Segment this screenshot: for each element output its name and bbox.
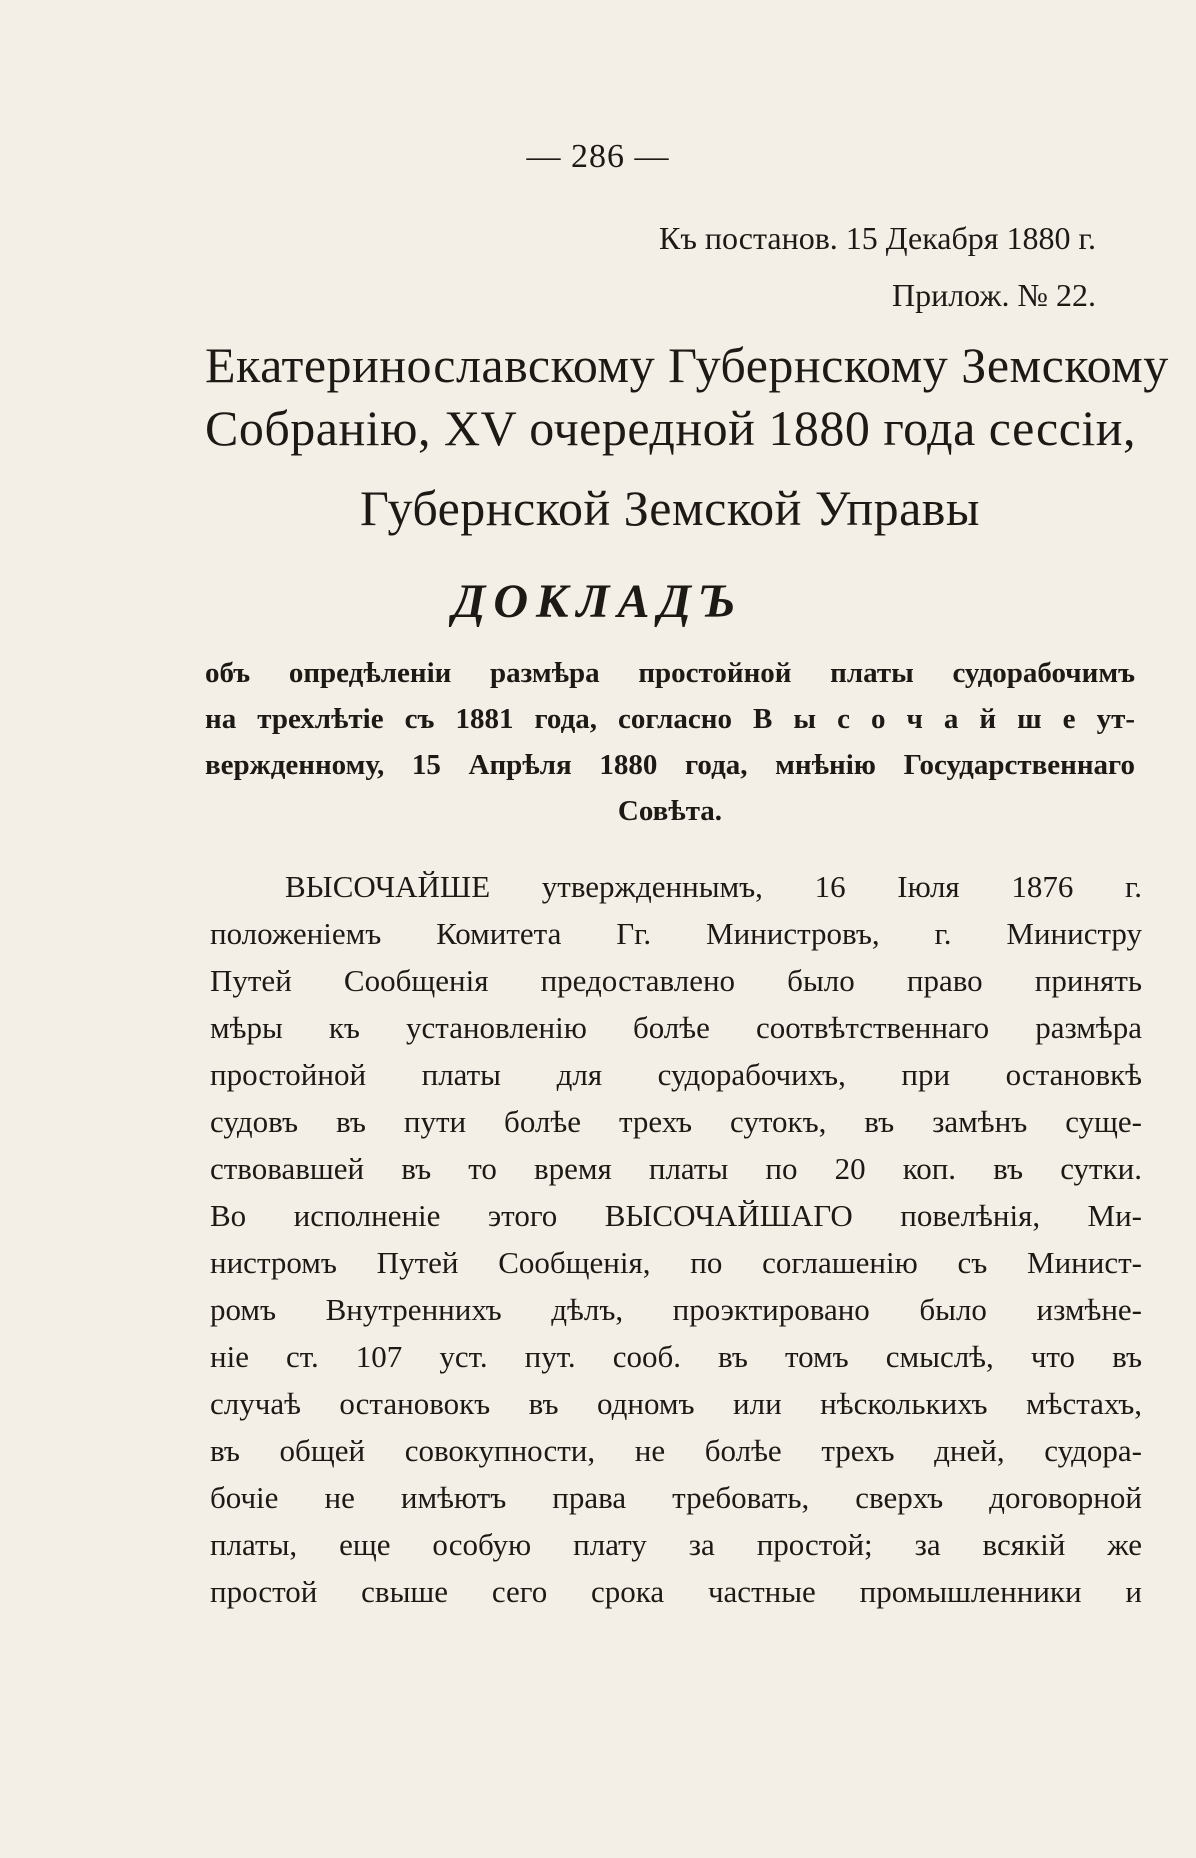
body-line: мѣры къ установленію болѣе соотвѣтственнаго размѣра bbox=[210, 1010, 1142, 1045]
body-line: нистромъ Путей Сообщенія, по соглашенію съ Минист- bbox=[210, 1245, 1142, 1280]
page-number: — 286 — bbox=[526, 138, 670, 175]
body-line: платы, еще особую плату за простой; за всякій же bbox=[210, 1527, 1142, 1562]
body-line: простой свыше сего срока частные промышленники и bbox=[210, 1574, 1142, 1609]
resolution-reference: Къ постанов. 15 Декабря 1880 г. bbox=[658, 220, 1096, 256]
body-line: Путей Сообщенія предоставлено было право принять bbox=[210, 963, 1142, 998]
body-line: ВЫСОЧАЙШЕ утвержденнымъ, 16 Іюля 1876 г. bbox=[285, 869, 1142, 904]
heading-line-3: Губернской Земской Управы bbox=[359, 480, 981, 536]
appendix-reference: Прилож. № 22. bbox=[891, 277, 1096, 313]
subtitle-line: объ опредѣленіи размѣра простойной платы судорабочимъ bbox=[205, 657, 1135, 689]
body-line: ніе ст. 107 уст. пут. сооб. въ томъ смыслѣ, что въ bbox=[210, 1339, 1142, 1374]
body-line: положеніемъ Комитета Гг. Министровъ, г. Министру bbox=[210, 916, 1142, 951]
heading-line-2: Собранію, XV очередной 1880 года сессіи, bbox=[205, 400, 1137, 456]
body-line: въ общей совокупности, не болѣе трехъ дней, судора- bbox=[210, 1433, 1142, 1468]
report-subtitle bbox=[205, 650, 1135, 834]
body-line: Во исполненіе этого ВЫСОЧАЙШАГО повелѣнія, Ми- bbox=[210, 1198, 1142, 1233]
heading-line-1: Екатеринославскому Губернскому Земскому bbox=[205, 337, 1169, 393]
body-line: ствовавшей въ то время платы по 20 коп. въ сутки. bbox=[210, 1151, 1142, 1186]
body-text bbox=[210, 863, 1142, 1615]
body-line: бочіе не имѣютъ права требовать, сверхъ договорной bbox=[210, 1480, 1142, 1515]
body-line: простойной платы для судорабочихъ, при остановкѣ bbox=[210, 1057, 1142, 1092]
body-line: судовъ въ пути болѣе трехъ сутокъ, въ замѣнъ суще- bbox=[210, 1104, 1142, 1139]
body-line: случаѣ остановокъ въ одномъ или нѣсколькихъ мѣстахъ, bbox=[210, 1386, 1142, 1421]
subtitle-line: Совѣта. bbox=[617, 795, 723, 827]
report-ornamental-title: ДОКЛАДЪ bbox=[452, 575, 744, 628]
body-line: ромъ Внутреннихъ дѣлъ, проэктировано было измѣне- bbox=[210, 1292, 1142, 1327]
subtitle-line: вержденному, 15 Апрѣля 1880 года, мнѣнію Государственнаго bbox=[205, 749, 1135, 781]
subtitle-line: на трехлѣтіе съ 1881 года, согласно В ы с о ч а й ш е ут- bbox=[205, 703, 1135, 735]
